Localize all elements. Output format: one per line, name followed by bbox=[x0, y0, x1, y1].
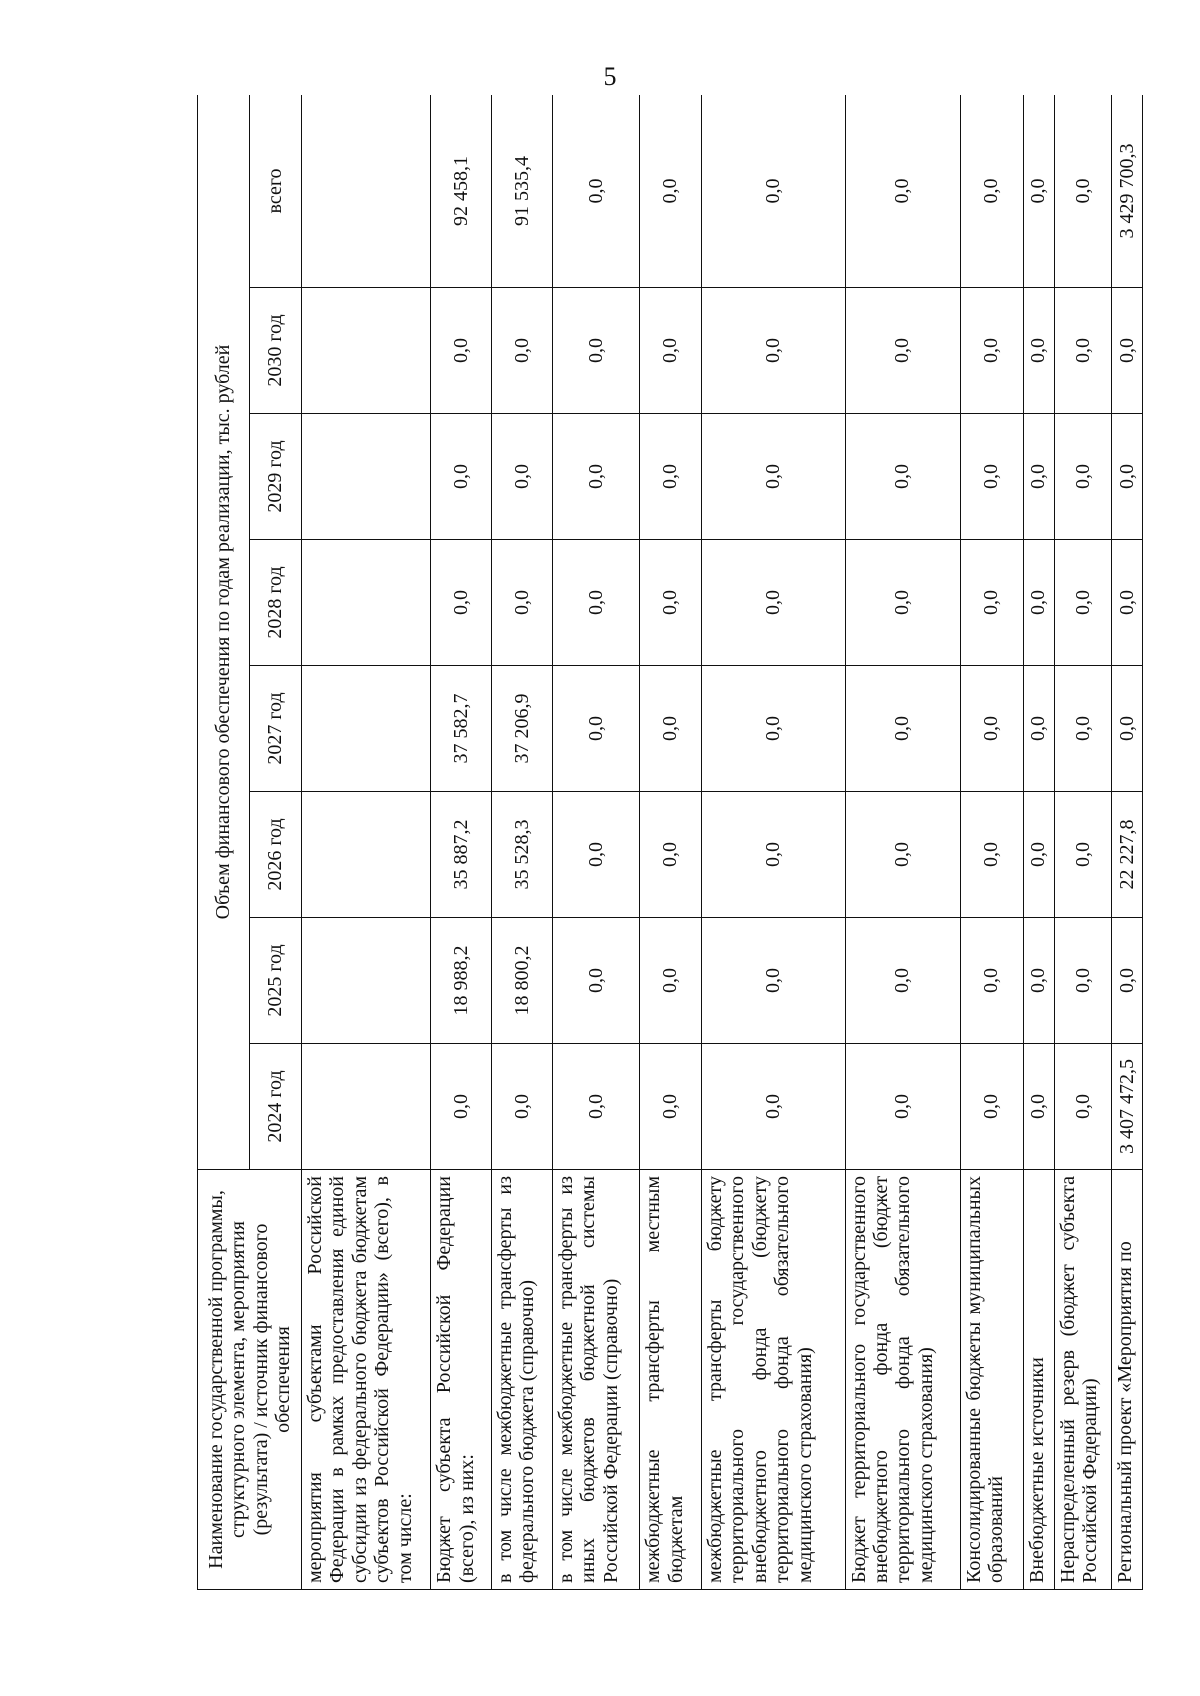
cell-value: 0,0 bbox=[960, 288, 1023, 414]
row-name: Бюджет территориального государственного внебюджетного фонда (бюджет территориального фонда обязательного медицинского страхования) bbox=[845, 1170, 960, 1590]
cell-value: 35 528,3 bbox=[492, 792, 553, 918]
cell-value: 0,0 bbox=[640, 414, 702, 540]
cell-value: 0,0 bbox=[1023, 95, 1054, 288]
cell-value: 0,0 bbox=[640, 792, 702, 918]
cell-value: 0,0 bbox=[492, 1044, 553, 1170]
row-name: Консолидированные бюджеты муниципальных образований bbox=[960, 1170, 1023, 1590]
table-row bbox=[552, 95, 639, 1590]
cell-value: 0,0 bbox=[1112, 414, 1143, 540]
header-name: Наименование государственной программы, структурного элемента, мероприятия (результата) / источник финансового обеспечения bbox=[198, 1170, 302, 1590]
cell-value bbox=[302, 666, 431, 792]
row-name: в том числе межбюджетные трансферты из федерального бюджета (справочно) bbox=[492, 1170, 553, 1590]
cell-value: 3 429 700,3 bbox=[1112, 95, 1143, 288]
table-row bbox=[702, 95, 846, 1590]
cell-value: 0,0 bbox=[1023, 792, 1054, 918]
cell-value bbox=[302, 414, 431, 540]
cell-value: 0,0 bbox=[1112, 540, 1143, 666]
cell-value: 0,0 bbox=[552, 792, 639, 918]
cell-value: 0,0 bbox=[1023, 666, 1054, 792]
cell-value: 0,0 bbox=[960, 414, 1023, 540]
cell-value: 0,0 bbox=[552, 95, 639, 288]
cell-value: 0,0 bbox=[492, 414, 553, 540]
row-name: Нераспределенный резерв (бюджет субъекта Российской Федерации) bbox=[1054, 1170, 1111, 1590]
cell-value: 0,0 bbox=[845, 1044, 960, 1170]
cell-value: 0,0 bbox=[960, 792, 1023, 918]
cell-value: 0,0 bbox=[1023, 288, 1054, 414]
cell-value: 0,0 bbox=[702, 288, 846, 414]
cell-value: 0,0 bbox=[431, 540, 492, 666]
row-name: Региональный проект «Мероприятия по bbox=[1112, 1170, 1143, 1590]
cell-value: 0,0 bbox=[702, 666, 846, 792]
cell-value: 18 988,2 bbox=[431, 918, 492, 1044]
cell-value: 37 582,7 bbox=[431, 666, 492, 792]
header-year: 2029 год bbox=[250, 414, 302, 540]
cell-value: 0,0 bbox=[845, 288, 960, 414]
cell-value: 0,0 bbox=[845, 792, 960, 918]
cell-value: 0,0 bbox=[1112, 288, 1143, 414]
header-year: 2027 год bbox=[250, 666, 302, 792]
cell-value bbox=[302, 288, 431, 414]
cell-value: 0,0 bbox=[702, 414, 846, 540]
row-name: в том числе межбюджетные трансферты из иных бюджетов бюджетной системы Российской Федерации (справочно) bbox=[552, 1170, 639, 1590]
cell-value: 0,0 bbox=[1054, 1044, 1111, 1170]
row-name: Бюджет субъекта Российской Федерации (всего), из них: bbox=[431, 1170, 492, 1590]
cell-value: 0,0 bbox=[552, 918, 639, 1044]
cell-value: 35 887,2 bbox=[431, 792, 492, 918]
cell-value: 0,0 bbox=[552, 540, 639, 666]
cell-value: 0,0 bbox=[702, 792, 846, 918]
table-row bbox=[492, 95, 553, 1590]
table-row bbox=[845, 95, 960, 1590]
page-number: 5 bbox=[603, 62, 617, 91]
cell-value: 37 206,9 bbox=[492, 666, 553, 792]
cell-value bbox=[302, 1044, 431, 1170]
cell-value bbox=[302, 792, 431, 918]
cell-value: 0,0 bbox=[552, 666, 639, 792]
cell-value: 0,0 bbox=[640, 918, 702, 1044]
cell-value: 0,0 bbox=[1054, 288, 1111, 414]
cell-value: 0,0 bbox=[845, 540, 960, 666]
cell-value: 0,0 bbox=[960, 918, 1023, 1044]
table-row bbox=[1023, 95, 1054, 1590]
cell-value: 0,0 bbox=[1054, 540, 1111, 666]
cell-value: 0,0 bbox=[702, 918, 846, 1044]
table-row bbox=[1054, 95, 1111, 1590]
cell-value bbox=[302, 540, 431, 666]
header-total: всего bbox=[250, 95, 302, 288]
cell-value: 0,0 bbox=[845, 95, 960, 288]
cell-value: 0,0 bbox=[702, 1044, 846, 1170]
table-row bbox=[1112, 95, 1143, 1590]
cell-value: 91 535,4 bbox=[492, 95, 553, 288]
cell-value: 0,0 bbox=[431, 414, 492, 540]
row-name: межбюджетные трансферты бюджету территориального государственного внебюджетного фонда (бюджету территориального фонда обязательного медицинского страхования) bbox=[702, 1170, 846, 1590]
cell-value: 0,0 bbox=[845, 414, 960, 540]
table-row bbox=[640, 95, 702, 1590]
header-year: 2028 год bbox=[250, 540, 302, 666]
cell-value: 0,0 bbox=[845, 666, 960, 792]
cell-value: 0,0 bbox=[960, 95, 1023, 288]
cell-value: 0,0 bbox=[431, 1044, 492, 1170]
cell-value: 0,0 bbox=[552, 414, 639, 540]
header-group: Объем финансового обеспечения по годам реализации, тыс. рублей bbox=[198, 95, 250, 1170]
cell-value: 0,0 bbox=[640, 288, 702, 414]
cell-value: 0,0 bbox=[702, 95, 846, 288]
cell-value: 0,0 bbox=[640, 1044, 702, 1170]
table-row bbox=[960, 95, 1023, 1590]
cell-value: 0,0 bbox=[845, 918, 960, 1044]
cell-value: 0,0 bbox=[1112, 918, 1143, 1044]
cell-value: 0,0 bbox=[431, 288, 492, 414]
cell-value: 0,0 bbox=[960, 666, 1023, 792]
row-name: мероприятия субъектами Российской Федерации в рамках предоставления единой субсидии из федерального бюджета бюджетам субъектов Российской Федерации» (всего), в том числе: bbox=[302, 1170, 431, 1590]
financing-table bbox=[197, 95, 1143, 1590]
cell-value bbox=[302, 95, 431, 288]
table-row bbox=[302, 95, 431, 1590]
cell-value: 0,0 bbox=[1023, 414, 1054, 540]
cell-value: 0,0 bbox=[1023, 540, 1054, 666]
cell-value: 0,0 bbox=[492, 288, 553, 414]
cell-value: 0,0 bbox=[1054, 666, 1111, 792]
cell-value: 0,0 bbox=[1054, 918, 1111, 1044]
cell-value: 0,0 bbox=[1054, 792, 1111, 918]
cell-value: 22 227,8 bbox=[1112, 792, 1143, 918]
cell-value: 0,0 bbox=[1054, 414, 1111, 540]
header-year: 2030 год bbox=[250, 288, 302, 414]
cell-value: 0,0 bbox=[552, 1044, 639, 1170]
cell-value: 0,0 bbox=[640, 666, 702, 792]
cell-value: 0,0 bbox=[960, 1044, 1023, 1170]
cell-value: 18 800,2 bbox=[492, 918, 553, 1044]
cell-value: 0,0 bbox=[1112, 666, 1143, 792]
cell-value: 0,0 bbox=[492, 540, 553, 666]
cell-value: 0,0 bbox=[1054, 95, 1111, 288]
cell-value bbox=[302, 918, 431, 1044]
cell-value: 3 407 472,5 bbox=[1112, 1044, 1143, 1170]
table-container bbox=[197, 95, 1143, 1590]
cell-value: 92 458,1 bbox=[431, 95, 492, 288]
cell-value: 0,0 bbox=[640, 95, 702, 288]
table-row bbox=[431, 95, 492, 1590]
cell-value: 0,0 bbox=[1023, 1044, 1054, 1170]
cell-value: 0,0 bbox=[640, 540, 702, 666]
header-year: 2026 год bbox=[250, 792, 302, 918]
row-name: Внебюджетные источники bbox=[1023, 1170, 1054, 1590]
cell-value: 0,0 bbox=[702, 540, 846, 666]
cell-value: 0,0 bbox=[552, 288, 639, 414]
header-year: 2024 год bbox=[250, 1044, 302, 1170]
row-name: межбюджетные трансферты местным бюджетам bbox=[640, 1170, 702, 1590]
header-year: 2025 год bbox=[250, 918, 302, 1044]
cell-value: 0,0 bbox=[1023, 918, 1054, 1044]
cell-value: 0,0 bbox=[960, 540, 1023, 666]
